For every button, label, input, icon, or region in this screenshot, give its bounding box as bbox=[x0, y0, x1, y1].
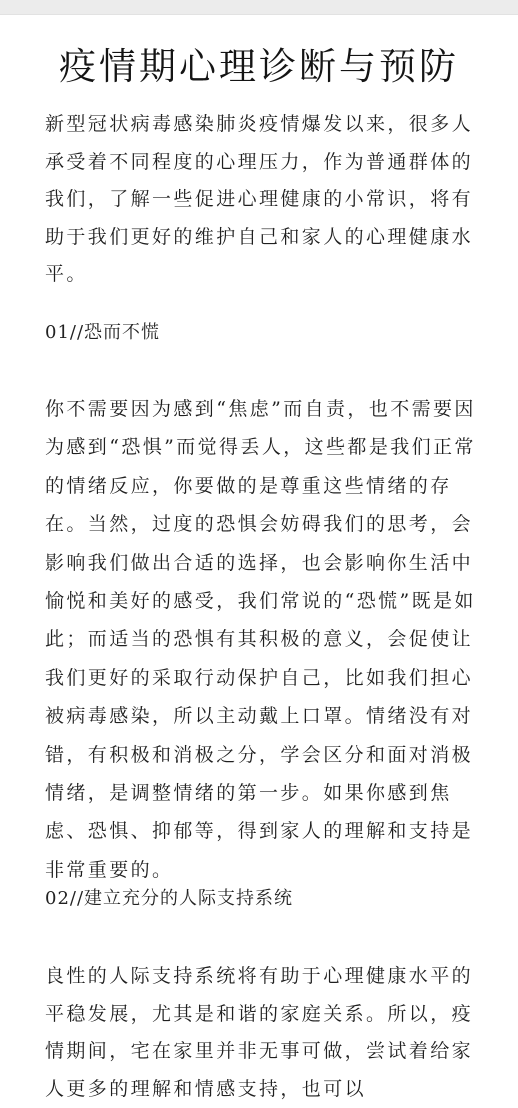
top-bar bbox=[0, 0, 518, 15]
section-heading-2: 02//建立充分的人际支持系统 bbox=[45, 888, 294, 909]
page-title: 疫情期心理诊断与预防 bbox=[59, 45, 459, 88]
intro-paragraph: 新型冠状病毒感染肺炎疫情爆发以来，很多人承受着不同程度的心理压力，作为普通群体的我们，了解一些促进心理健康的小常识，将有助于我们更好的维护自己和家人的心理健康水平。 bbox=[45, 113, 474, 286]
section-heading-1: 01//恐而不慌 bbox=[45, 322, 161, 343]
section-body-1: 你不需要因为感到“焦虑”而自责，也不需要因为感到“恐惧”而觉得丢人，这些都是我们正常的情绪反应，你要做的是尊重这些情绪的存在。当然，过度的恐惧会妨碍我们的思考，会影响我们做出合适的选择，也会影响你生活中愉悦和美好的感受，我们常说的“恐慌”既是如此；而适当的恐惧有其积极的意义，会促使让我们更好的采取行动保护自己，比如我们担心被病毒感染，所以主动戴上口罩。情绪没有对错，有积极和消极之分，学会区分和面对消极情绪，是调整情绪的第一步。如果你感到焦虑、恐惧、抑郁等，得到家人的理解和支持是非常重要的。 bbox=[45, 398, 476, 881]
section-body-2: 良性的人际支持系统将有助于心理健康水平的平稳发展，尤其是和谐的家庭关系。所以，疫情期间，宅在家里并非无事可做，尝试着给家人更多的理解和情感支持，也可以 bbox=[45, 965, 474, 1100]
